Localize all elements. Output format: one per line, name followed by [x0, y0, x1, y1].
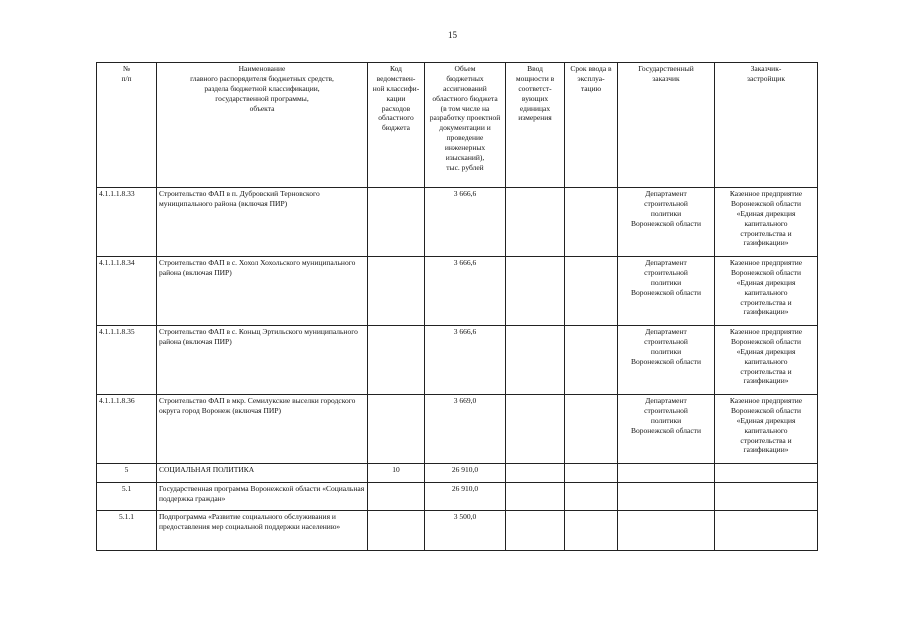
row-customer: [618, 464, 715, 483]
row-volume: 26 910,0: [425, 483, 506, 511]
row-num: 5.1: [97, 483, 157, 511]
row-customer: Департамент строительной политики Воронежской области: [618, 257, 715, 326]
row-customer: Департамент строительной политики Воронежской области: [618, 326, 715, 395]
row-num: 4.1.1.1.8.33: [97, 188, 157, 257]
row-customer: Департамент строительной политики Воронежской области: [618, 188, 715, 257]
header-capacity: Ввод мощности в соответст- вующих единицах измерения: [506, 63, 565, 188]
row-num: 4.1.1.1.8.34: [97, 257, 157, 326]
header-term: Срок ввода в эксплуа- тацию: [565, 63, 618, 188]
header-volume: Объем бюджетных ассигнований областного бюджета (в том числе на разработку проектной документации и проведение инженерных изысканий), тыс. рублей: [425, 63, 506, 188]
budget-table: [96, 62, 818, 551]
row-developer: [715, 464, 818, 483]
section-row: [97, 464, 818, 483]
header-code: Код ведомствен- ной классифи- кации расходов областного бюджета: [368, 63, 425, 188]
row-developer: Казенное предприятие Воронежской области «Единая дирекция капитального строительства и газификации»: [715, 188, 818, 257]
row-capacity: [506, 188, 565, 257]
row-name: Строительство ФАП в п. Дубровский Терновского муниципального района (включая ПИР): [157, 188, 368, 257]
row-volume: 3 669,0: [425, 395, 506, 464]
row-volume: 3 666,6: [425, 257, 506, 326]
header-name: Наименование главного распорядителя бюджетных средств, раздела бюджетной классификации, государственной программы, объекта: [157, 63, 368, 188]
row-capacity: [506, 483, 565, 511]
row-code: [368, 395, 425, 464]
row-name: Строительство ФАП в с. Коньщ Эртильского муниципального района (включая ПИР): [157, 326, 368, 395]
table-header-row: [97, 63, 818, 188]
row-term: [565, 511, 618, 551]
row-customer: [618, 483, 715, 511]
row-volume: 26 910,0: [425, 464, 506, 483]
row-name: СОЦИАЛЬНАЯ ПОЛИТИКА: [157, 464, 368, 483]
table-row: [97, 395, 818, 464]
row-code: [368, 257, 425, 326]
row-num: 4.1.1.1.8.35: [97, 326, 157, 395]
row-code: [368, 483, 425, 511]
header-customer: Государственный заказчик: [618, 63, 715, 188]
row-developer: Казенное предприятие Воронежской области «Единая дирекция капитального строительства и газификации»: [715, 257, 818, 326]
row-term: [565, 188, 618, 257]
row-code: [368, 188, 425, 257]
row-customer: [618, 511, 715, 551]
row-term: [565, 395, 618, 464]
row-volume: 3 666,6: [425, 326, 506, 395]
row-num: 4.1.1.1.8.36: [97, 395, 157, 464]
row-capacity: [506, 464, 565, 483]
header-developer: Заказчик- застройщик: [715, 63, 818, 188]
row-num: 5.1.1: [97, 511, 157, 551]
page-number: 15: [448, 30, 457, 40]
row-name: Строительство ФАП в с. Хохол Хохольского муниципального района (включая ПИР): [157, 257, 368, 326]
row-volume: 3 666,6: [425, 188, 506, 257]
row-num: 5: [97, 464, 157, 483]
header-num: № п/п: [97, 63, 157, 188]
table-row: [97, 326, 818, 395]
row-term: [565, 483, 618, 511]
row-code: 10: [368, 464, 425, 483]
row-term: [565, 326, 618, 395]
program-row: [97, 483, 818, 511]
row-developer: Казенное предприятие Воронежской области «Единая дирекция капитального строительства и газификации»: [715, 395, 818, 464]
row-capacity: [506, 257, 565, 326]
row-code: [368, 511, 425, 551]
row-capacity: [506, 511, 565, 551]
row-developer: Казенное предприятие Воронежской области «Единая дирекция капитального строительства и газификации»: [715, 326, 818, 395]
row-capacity: [506, 395, 565, 464]
row-term: [565, 464, 618, 483]
row-term: [565, 257, 618, 326]
table-row: [97, 188, 818, 257]
row-name: Подпрограмма «Развитие социального обслуживания и предоставления мер социальной поддержки населению»: [157, 511, 368, 551]
row-developer: [715, 511, 818, 551]
table-row: [97, 257, 818, 326]
row-name: Строительство ФАП в мкр. Семилукские выселки городского округа город Воронеж (включая ПИР): [157, 395, 368, 464]
subprogram-row: [97, 511, 818, 551]
row-volume: 3 500,0: [425, 511, 506, 551]
row-developer: [715, 483, 818, 511]
row-name: Государственная программа Воронежской области «Социальная поддержка граждан»: [157, 483, 368, 511]
row-capacity: [506, 326, 565, 395]
row-code: [368, 326, 425, 395]
row-customer: Департамент строительной политики Воронежской области: [618, 395, 715, 464]
